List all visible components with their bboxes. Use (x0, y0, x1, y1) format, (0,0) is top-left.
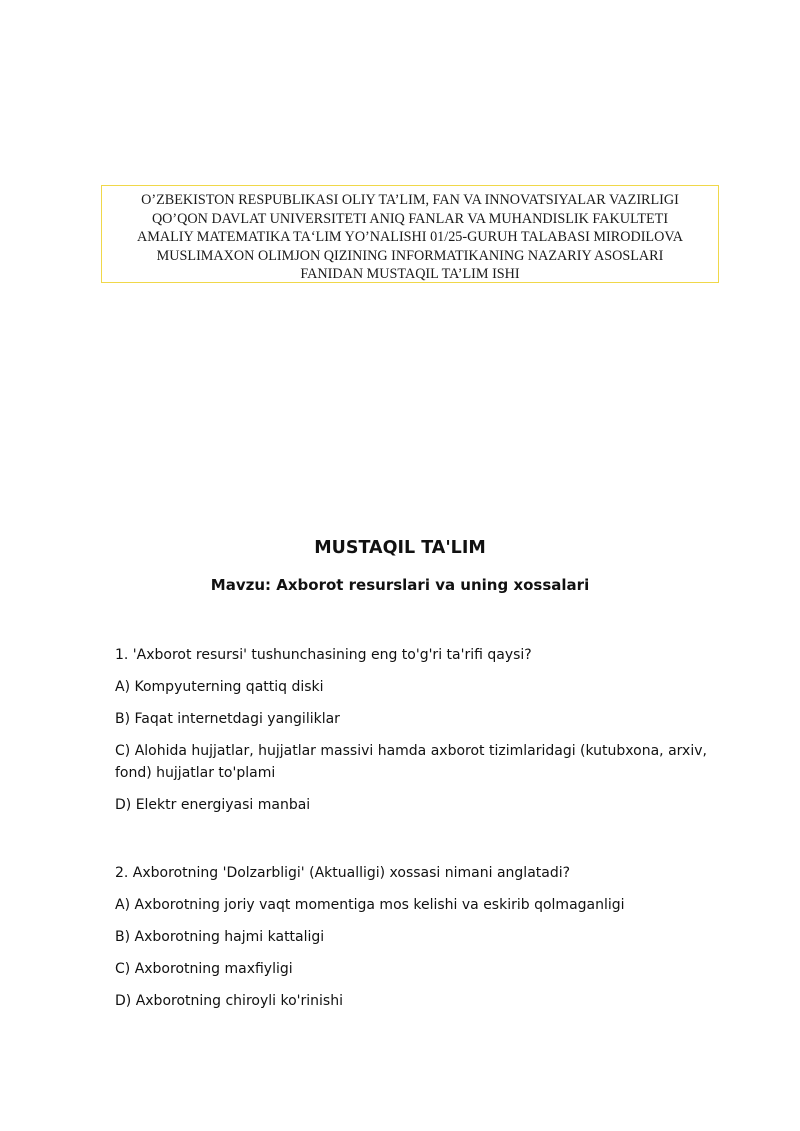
document-title: MUSTAQIL TA'LIM (314, 538, 486, 558)
answer-option: C) Axborotning maxfiyligi (115, 961, 293, 977)
header-line-3: AMALIY MATEMATIKA TA‘LIM YO’NALISHI 01/25-GURUH TALABASI MIRODILOVA (136, 229, 684, 246)
answer-option: D) Axborotning chiroyli ko'rinishi (115, 993, 343, 1009)
answer-option: B) Faqat internetdagi yangiliklar (115, 711, 340, 727)
question-text: 2. Axborotning 'Dolzarbligi' (Aktualligi) xossasi nimani anglatadi? (115, 865, 571, 881)
header-line-4: MUSLIMAXON OLIMJON QIZINING INFORMATIKANING NAZARIY ASOSLARI (156, 247, 664, 264)
question-block-2 (115, 862, 745, 1012)
answer-option: A) Kompyuterning qattiq diski (115, 679, 324, 695)
answer-option: D) Elektr energiyasi manbai (115, 797, 311, 813)
question-text: 1. 'Axborot resursi' tushunchasining eng to'g'ri ta'rifi qaysi? (115, 647, 532, 663)
answer-option: A) Axborotning joriy vaqt momentiga mos kelishi va eskirib qolmaganligi (115, 897, 625, 913)
header-title-box (101, 185, 719, 283)
answer-option: C) Alohida hujjatlar, hujjatlar massivi hamda axborot tizimlaridagi (kutubxona, arxiv, fond) hujjatlar to'plami (115, 743, 707, 781)
header-line-1: O’ZBEKISTON RESPUBLIKASI OLIY TA’LIM, FAN VA INNOVATSIYALAR VAZIRLIGI (141, 192, 679, 208)
question-block-1 (115, 644, 745, 816)
document-topic: Mavzu: Axborot resurslari va uning xossalari (210, 576, 590, 594)
header-line-2: QO’QON DAVLAT UNIVERSITETI ANIQ FANLAR VA MUHANDISLIK FAKULTETI (151, 210, 669, 227)
answer-option: B) Axborotning hajmi kattaligi (115, 929, 325, 945)
header-line-5: FANIDAN MUSTAQIL TA’LIM ISHI (300, 266, 520, 283)
